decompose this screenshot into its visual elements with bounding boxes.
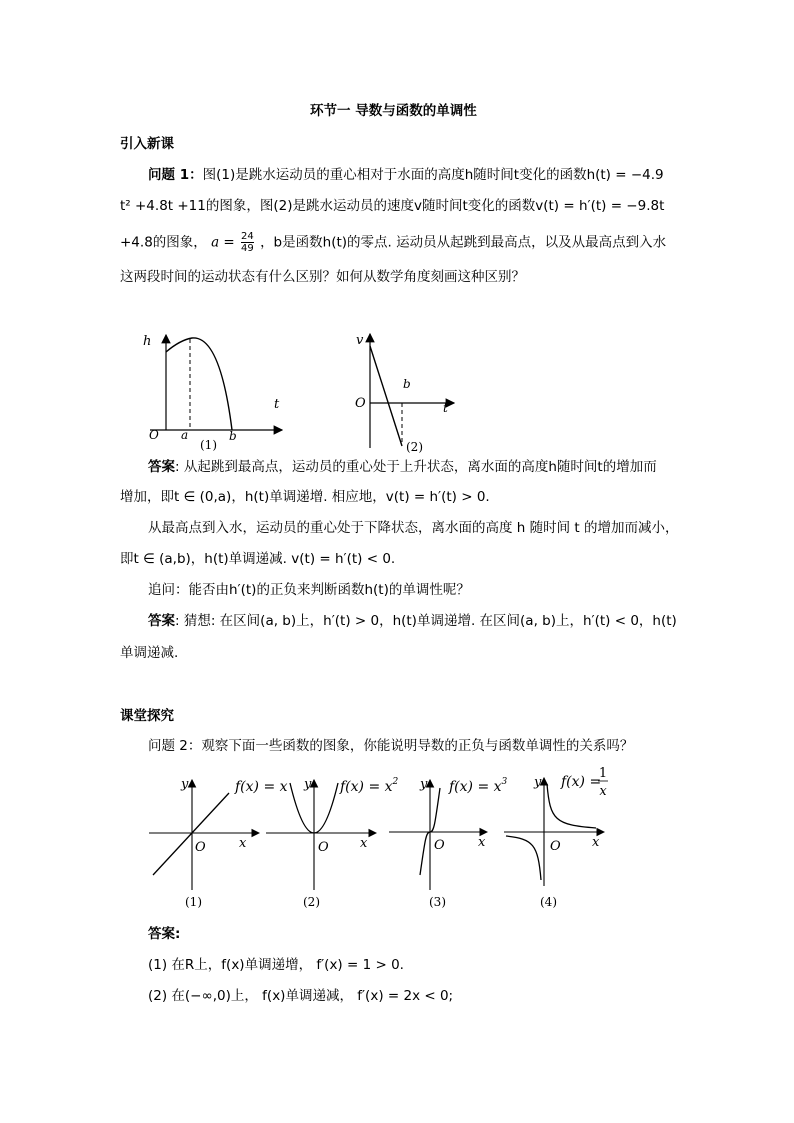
answer-2-line-1 [148,611,677,631]
origin-label-2: O [355,396,366,411]
b-label-2: b [403,377,411,391]
y-label-2: y [304,777,312,792]
function-graph-linear [145,772,288,912]
fraction-24-49 [241,231,254,254]
answer-3-label: 答案: [148,926,181,942]
origin-label-f1: O [195,840,206,855]
reciprocal-curve-left [506,836,541,880]
x-label-2: x [360,836,368,851]
question-1-label: 问题 1： [148,167,203,183]
question-2: 问题 2：观察下面一些函数的图象，你能说明导数的正负与函数单调性的关系吗？ [148,738,634,754]
answer-1-line-3: 从最高点到入水，运动员的重心处于下降状态，离水面的高度 h 随时间 t 的增加而减小， [148,520,679,536]
answer-2-label: 答案 [148,613,175,629]
y-label-1: y [181,777,189,792]
question-1-text-3a: +4.8的图象， [120,234,207,251]
height-time-graph [140,325,290,450]
b-label: b [229,429,237,443]
reciprocal-curve-right [547,784,596,828]
function-graph-cubic [385,772,510,912]
function-caption-1: (1) [185,895,202,909]
origin-label-f2: O [318,840,329,855]
velocity-line [370,346,402,446]
a-equals: a = [211,234,235,251]
question-1-line-4: 这两段时间的运动状态有什么区别？如何从数学角度刻画这种区别？ [120,269,525,285]
x-label-4: x [592,835,600,850]
answer-2-text-1: : 猜想: 在区间(a, b)上，h′(t) > 0，h(t)单调递增. 在区间(a, b)上，h′(t) < 0，h(t) [175,613,677,629]
answer-1-line-2: 增加，即t ∈ (0,a)，h(t)单调递增. 相应地，v(t) = h′(t) > 0. [120,489,490,505]
answer-1-line-1 [148,457,657,477]
question-1-text-3b: ，b是函数h(t)的零点. 运动员从起跳到最高点，以及从最高点到入水 [260,234,667,251]
height-curve [166,338,232,430]
a-label: a [181,428,189,442]
section-heading-intro: 引入新课 [120,136,174,152]
question-1-line-1 [148,165,664,185]
y-label-3: y [420,777,428,792]
function-label-2-base: f(x) = x [340,779,393,795]
function-label-1: f(x) = x [235,779,288,795]
origin-label-f3: O [434,838,445,853]
section-heading-explore: 课堂探究 [120,708,174,724]
answer-1-text-1: : 从起跳到最高点，运动员的重心处于上升状态，离水面的高度h随时间t的增加而 [175,459,657,475]
v-axis-label: v [356,333,364,348]
function-label-3-exp: 3 [501,777,508,787]
answer-3-item-2: (2) 在(−∞,0)上， f(x)单调递减， f′(x) = 2x < 0; [148,988,454,1004]
fraction-denominator-x: x [599,784,607,799]
graph-1-caption: (1) [200,438,217,452]
question-1-line-2: t² +4.8t +11的图象，图(2)是跳水运动员的速度v随时间t变化的函数v(t) = h′(t) = −9.8t [120,198,665,214]
origin-label: O [149,428,159,442]
fraction-numerator: 24 [241,231,254,242]
followup-question: 追问：能否由h′(t)的正负来判断函数h(t)的单调性呢？ [148,582,470,598]
answer-2-line-2: 单调递减. [120,645,179,661]
h-axis-label: h [143,334,152,349]
x-label-3: x [478,835,486,850]
question-1-text-1: 图(1)是跳水运动员的重心相对于水面的高度h随时间t变化的函数h(t) = −4.9 [202,167,664,183]
fraction-denominator: 49 [241,243,254,254]
answer-3-item-1: (1) 在R上，f(x)单调递增， f′(x) = 1 > 0. [148,957,404,973]
t-axis-label-2: t [443,401,448,415]
page-title: 环节一 导数与函数的单调性 [310,103,477,119]
function-label-4: f(x) = [561,774,602,790]
t-axis-label: t [274,397,280,412]
origin-label-f4: O [550,839,561,854]
linear-curve [153,793,229,875]
answer-1-line-4: 即t ∈ (a,b)，h(t)单调递减. v(t) = h′(t) < 0. [120,551,396,567]
function-graph-quadratic [262,772,399,912]
graph-2-caption: (2) [406,440,423,454]
function-graph-reciprocal [500,762,618,912]
y-label-4: y [534,775,542,790]
function-caption-3: (3) [429,895,446,909]
x-label-1: x [239,836,247,851]
answer-1-label: 答案 [148,459,175,475]
velocity-time-graph [350,328,460,453]
function-caption-2: (2) [303,895,320,909]
function-label-2-exp: 2 [392,777,399,787]
question-1-line-3 [120,231,666,254]
function-caption-4: (4) [540,895,557,909]
fraction-numerator-1: 1 [598,766,608,781]
function-label-3-base: f(x) = x [449,779,502,795]
function-label-3 [448,777,508,795]
